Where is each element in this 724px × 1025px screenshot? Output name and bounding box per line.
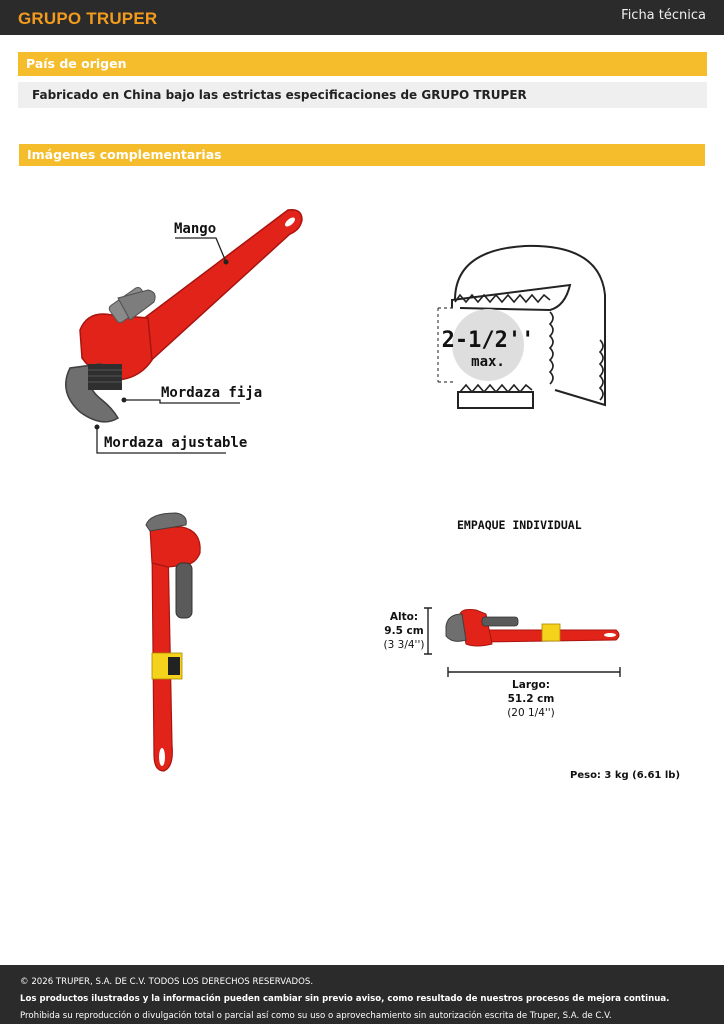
outer-serration — [600, 340, 603, 400]
largo-cm: 51.2 cm — [507, 693, 555, 705]
lower-teeth — [460, 385, 532, 392]
footer-copyright: © 2026 TRUPER, S.A. DE C.V. TODOS LOS DERECHOS RESERVADOS. — [20, 977, 314, 987]
capacity-unit: max. — [471, 354, 505, 370]
footer-disclaimer: Los productos ilustrados y la información pueden cambiar sin previo aviso, como resultado de nuestros procesos de mejora continua. — [20, 994, 670, 1004]
footer-rights: Prohibida su reproducción o divulgación total o parcial así como su uso o aprovechamiento sin autorización escrita de Truper, S.A. de C.V. — [20, 1011, 612, 1021]
alto-label: Alto: — [389, 611, 419, 623]
document-type: Ficha técnica — [621, 8, 706, 23]
largo-label: Largo: — [512, 679, 550, 691]
header-bar — [0, 0, 724, 35]
wrench-parts-diagram — [40, 200, 310, 460]
origin-section-title: País de origen — [18, 52, 707, 76]
lower-jaw-block — [458, 392, 533, 408]
pack-product-tag — [542, 624, 560, 641]
wrench-vertical-image — [140, 505, 220, 780]
label-mordaza-fija: Mordaza fija — [161, 385, 263, 401]
packaging-title: EMPAQUE INDIVIDUAL — [457, 518, 582, 532]
upper-teeth — [455, 295, 550, 302]
largo-in: (20 1/4'') — [507, 707, 555, 719]
label-mango: Mango — [174, 221, 217, 237]
truper-logo: GRUPO TRUPER — [18, 9, 158, 28]
pack-wrench-nut — [482, 617, 518, 626]
leader-mango — [175, 238, 226, 262]
right-serration — [550, 312, 553, 384]
vertical-nut — [176, 563, 192, 618]
peso-text: Peso: 3 kg (6.61 lb) — [570, 770, 681, 781]
capacity-value: 2-1/2'' — [441, 328, 535, 353]
fixed-jaw-teeth — [88, 364, 122, 390]
footer — [0, 965, 724, 1024]
images-section-title: Imágenes complementarias — [19, 144, 705, 166]
packaging-diagram — [380, 600, 670, 730]
pack-wrench-jaw — [446, 614, 466, 641]
alto-in: (3 3/4'') — [383, 639, 425, 651]
origin-text: Fabricado en China bajo las estrictas especificaciones de GRUPO TRUPER — [18, 82, 707, 108]
capacity-diagram — [430, 240, 625, 420]
alto-cm: 9.5 cm — [384, 625, 424, 637]
vertical-head — [150, 527, 200, 567]
label-mordaza-ajustable: Mordaza ajustable — [104, 435, 248, 451]
